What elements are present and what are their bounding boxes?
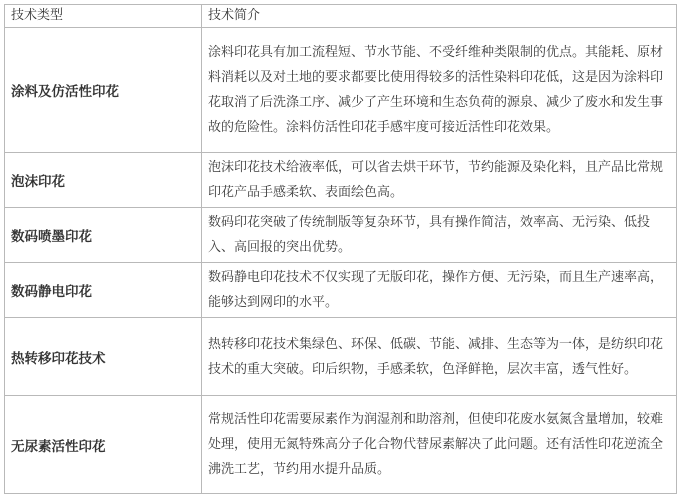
tech-type-cell: 无尿素活性印花 — [5, 396, 202, 494]
table-row — [5, 153, 677, 208]
tech-type-cell: 数码静电印花 — [5, 263, 202, 318]
printing-technology-table — [4, 4, 677, 494]
tech-type-cell: 泡沫印花 — [5, 153, 202, 208]
tech-type-cell: 数码喷墨印花 — [5, 208, 202, 263]
table-row — [5, 318, 677, 396]
table-row — [5, 263, 677, 318]
tech-desc-cell: 常规活性印花需要尿素作为润湿剂和助溶剂，但使印花废水氨氮含量增加，较难处理，使用无氮特殊高分子化合物代替尿素解决了此问题。还有活性印花逆流全沸洗工艺，节约用水提升品质。 — [202, 396, 677, 494]
tech-type-cell: 热转移印花技术 — [5, 318, 202, 396]
table-row — [5, 208, 677, 263]
table-row — [5, 396, 677, 494]
table-row — [5, 28, 677, 153]
header-tech-type: 技术类型 — [5, 5, 202, 28]
header-tech-intro: 技术简介 — [202, 5, 677, 28]
tech-desc-cell: 泡沫印花技术给液率低，可以省去烘干环节，节约能源及染化料，且产品比常规印花产品手感柔软、表面绘色高。 — [202, 153, 677, 208]
tech-desc-cell: 涂料印花具有加工流程短、节水节能、不受纤维种类限制的优点。其能耗、原材料消耗以及对土地的要求都要比使用得较多的活性染料印花低，这是因为涂料印花取消了后洗涤工序、减少了产生环境和生态负荷的源泉、减少了废水和发生事故的危险性。涂料仿活性印花手感牢度可接近活性印花效果。 — [202, 28, 677, 153]
tech-desc-cell: 数码静电印花技术不仅实现了无版印花，操作方便、无污染，而且生产速率高，能够达到网印的水平。 — [202, 263, 677, 318]
tech-desc-cell: 数码印花突破了传统制版等复杂环节，具有操作简洁，效率高、无污染、低投入、高回报的突出优势。 — [202, 208, 677, 263]
tech-desc-cell: 热转移印花技术集绿色、环保、低碳、节能、减排、生态等为一体，是纺织印花技术的重大突破。印后织物，手感柔软，色泽鲜艳，层次丰富，透气性好。 — [202, 318, 677, 396]
tech-table-container — [4, 4, 676, 494]
table-header-row — [5, 5, 677, 28]
tech-type-cell: 涂料及仿活性印花 — [5, 28, 202, 153]
